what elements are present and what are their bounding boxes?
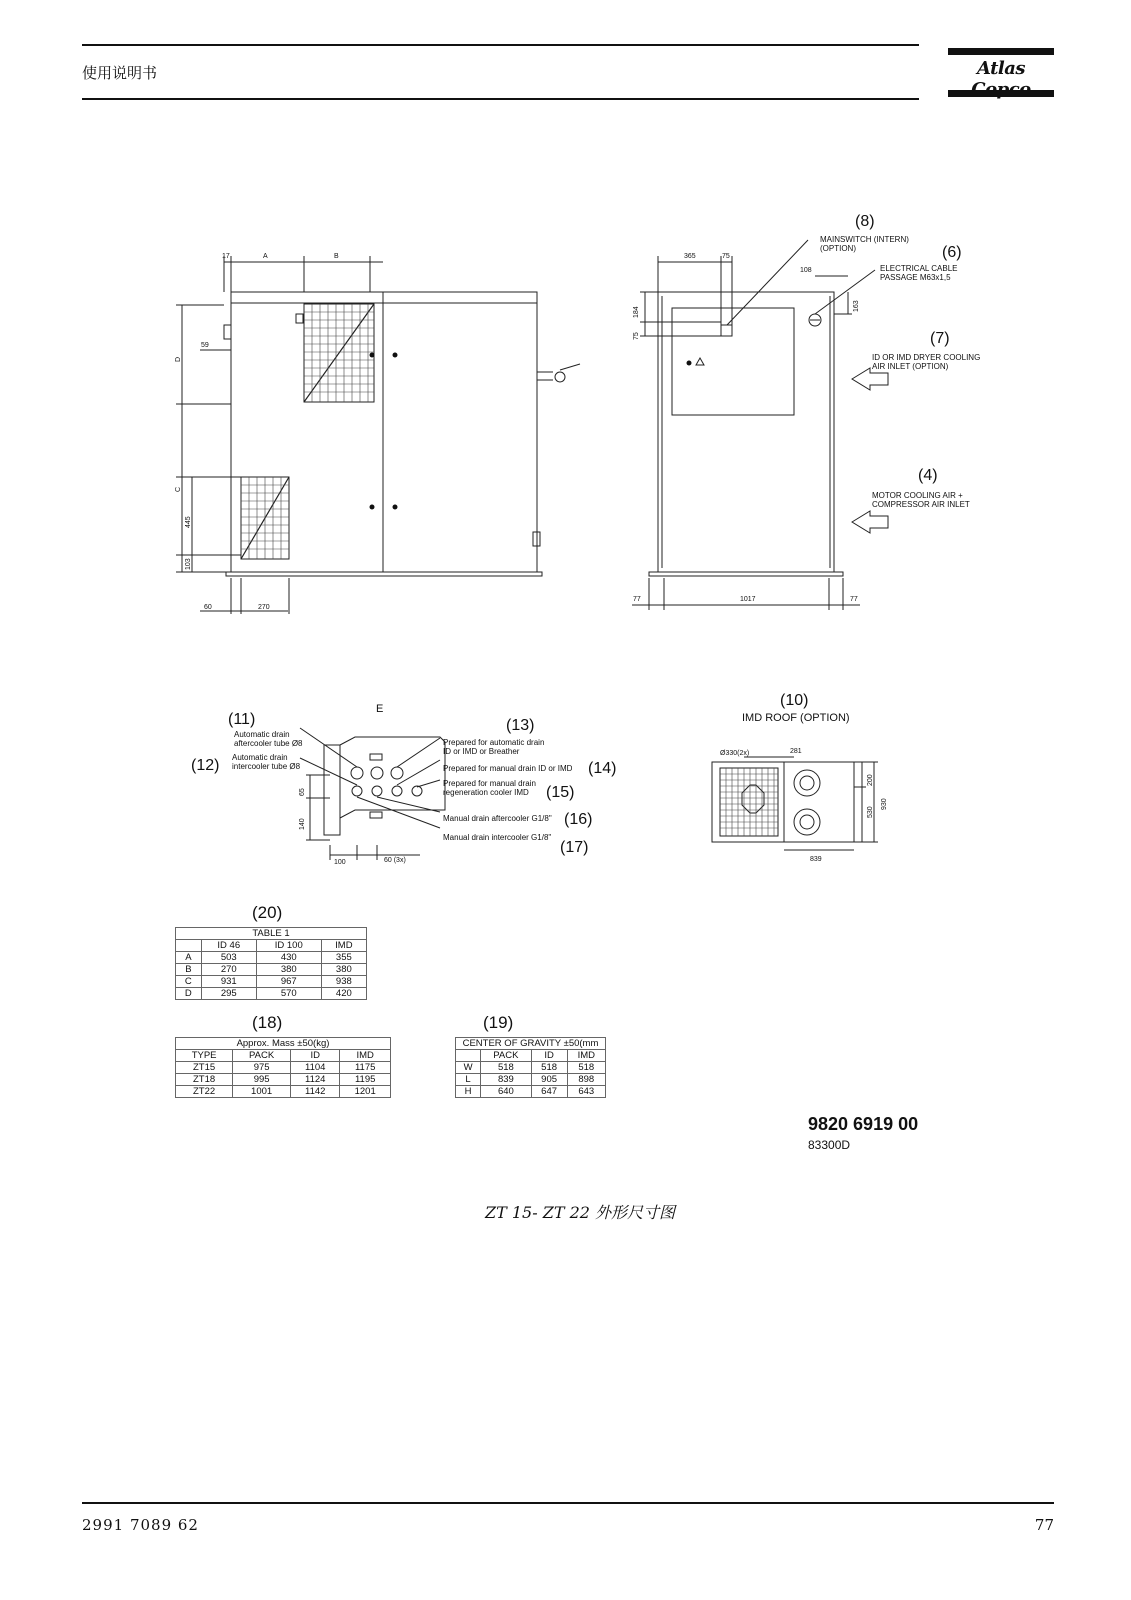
table-row [176, 964, 367, 976]
dim-530: 530 [867, 806, 874, 818]
dim-17: 17 [222, 253, 230, 260]
table-cell: ZT15 [176, 1062, 233, 1074]
table-cell: 380 [321, 964, 366, 976]
callout-15-num: (15) [546, 784, 575, 801]
table-cell: 1201 [340, 1086, 391, 1098]
dim-930: 930 [881, 798, 888, 810]
dim-75-left: 75 [633, 332, 640, 340]
table-cell: 570 [256, 988, 321, 1000]
callout-4-num: (4) [918, 467, 938, 484]
table-row [456, 1086, 606, 1098]
table-cell: 647 [531, 1086, 567, 1098]
dim-b: B [334, 253, 339, 260]
table-cell: 643 [567, 1086, 605, 1098]
table-cell: 898 [567, 1074, 605, 1086]
callout-11-num: (11) [228, 711, 256, 728]
callout-6-text2: PASSAGE M63x1,5 [880, 273, 951, 282]
gravity-table-header [456, 1050, 481, 1062]
mass-table-label: (18) [252, 1013, 283, 1032]
mass-table-header: TYPE [176, 1050, 233, 1062]
callout-8-text2: (OPTION) [820, 244, 856, 253]
table-cell: 295 [201, 988, 256, 1000]
table-cell: 1175 [340, 1062, 391, 1074]
callout-4-text2: COMPRESSOR AIR INLET [872, 500, 970, 509]
table-row [176, 952, 367, 964]
callout-12-text1: Automatic drain [232, 753, 288, 762]
dim-445: 445 [185, 516, 192, 528]
table-row [456, 1062, 606, 1074]
dim-200: 200 [867, 774, 874, 786]
table-cell: 967 [256, 976, 321, 988]
table-row [176, 1086, 391, 1098]
table-cell: L [456, 1074, 481, 1086]
table1 [175, 927, 367, 1000]
table-cell: 355 [321, 952, 366, 964]
dim-60x3: 60 (3x) [384, 857, 406, 864]
callout-4-text1: MOTOR COOLING AIR + [872, 491, 963, 500]
dim-77-right: 77 [850, 596, 858, 603]
dim-77-left: 77 [633, 596, 641, 603]
callout-12-text2: intercooler tube Ø8 [232, 762, 301, 771]
callout-6-num: (6) [942, 244, 962, 261]
header-title: 使用说明书 [82, 64, 158, 82]
table-cell: 270 [201, 964, 256, 976]
callout-17-num: (17) [560, 839, 589, 856]
dim-270: 270 [258, 604, 270, 611]
dim-184: 184 [633, 306, 640, 318]
dim-103: 103 [185, 558, 192, 570]
table-cell: H [456, 1086, 481, 1098]
table1-header: ID 46 [201, 940, 256, 952]
mass-table-title: Approx. Mass ±50(kg) [176, 1038, 391, 1050]
table-cell: 503 [201, 952, 256, 964]
table-cell: 380 [256, 964, 321, 976]
gravity-table-header: ID [531, 1050, 567, 1062]
table-cell: 518 [531, 1062, 567, 1074]
table-cell: B [176, 964, 202, 976]
table-row [456, 1074, 606, 1086]
table1-title: TABLE 1 [176, 928, 367, 940]
gravity-table-title: CENTER OF GRAVITY ±50(mm [456, 1038, 606, 1050]
dim-163: 163 [853, 300, 860, 312]
footer-page-number: 77 [1034, 1516, 1054, 1534]
arrow-7 [852, 368, 888, 390]
dim-839: 839 [810, 856, 822, 863]
callout-17-text: Manual drain intercooler G1/8" [443, 833, 552, 842]
dim-108: 108 [800, 267, 812, 274]
table-cell: ZT22 [176, 1086, 233, 1098]
roof-num: (10) [780, 692, 809, 709]
side-view-right-panel [383, 292, 537, 572]
arrow-4 [852, 511, 888, 533]
dim-75-top: 75 [722, 253, 730, 260]
dim-a: A [263, 253, 268, 260]
table-cell: 1001 [233, 1086, 291, 1098]
table-row [176, 1074, 391, 1086]
dim-60: 60 [204, 604, 212, 611]
table-cell: 1195 [340, 1074, 391, 1086]
callout-11-text2: aftercooler tube Ø8 [234, 739, 303, 748]
document-sub-number: 83300D [808, 1138, 851, 1152]
table-cell: A [176, 952, 202, 964]
table1-header: ID 100 [256, 940, 321, 952]
callout-15-text1: Prepared for manual drain [443, 779, 536, 788]
table-cell: 1142 [291, 1086, 340, 1098]
table-cell: 931 [201, 976, 256, 988]
callout-13-text1: Prepared for automatic drain [443, 738, 545, 747]
mass-table-header: PACK [233, 1050, 291, 1062]
dim-365: 365 [684, 253, 696, 260]
dim-d: D [175, 356, 182, 362]
detail-e-title: E [376, 703, 384, 715]
footer-doc-code: 2991 7089 62 [82, 1516, 199, 1534]
callout-7-text2: AIR INLET (OPTION) [872, 362, 949, 371]
table-cell: 640 [481, 1086, 532, 1098]
table-cell: 938 [321, 976, 366, 988]
gravity-table-header: IMD [567, 1050, 605, 1062]
table-row [176, 976, 367, 988]
footer-rule [82, 1502, 1054, 1504]
table1-label: (20) [252, 903, 283, 922]
table-cell: 905 [531, 1074, 567, 1086]
table-cell: 839 [481, 1074, 532, 1086]
callout-7-text1: ID OR IMD DRYER COOLING [872, 353, 981, 362]
table-row [176, 988, 367, 1000]
table-cell: 518 [481, 1062, 532, 1074]
gravity-table [455, 1037, 606, 1098]
dim-65: 65 [299, 788, 306, 796]
figure-caption: ZT 15- ZT 22 外形尺寸图 [484, 1203, 676, 1222]
table-cell: 420 [321, 988, 366, 1000]
dim-100: 100 [334, 859, 346, 866]
callout-8-text1: MAINSWITCH (INTERN) [820, 235, 909, 244]
mass-table-header: ID [291, 1050, 340, 1062]
dim-1017: 1017 [740, 596, 756, 603]
dim-c: C [175, 486, 182, 492]
table-cell: C [176, 976, 202, 988]
dim-281: 281 [790, 748, 802, 755]
detail-e-post [324, 745, 340, 835]
table1-header [176, 940, 202, 952]
dim-330: Ø330(2x) [720, 750, 750, 757]
mass-table-header: IMD [340, 1050, 391, 1062]
callout-6-text1: ELECTRICAL CABLE [880, 264, 958, 273]
roof-title: IMD ROOF (OPTION) [742, 712, 850, 724]
table-cell: W [456, 1062, 481, 1074]
table-cell: 975 [233, 1062, 291, 1074]
gravity-table-label: (19) [483, 1013, 514, 1032]
callout-13-num: (13) [506, 717, 535, 734]
mass-table [175, 1037, 391, 1098]
gravity-table-header: PACK [481, 1050, 532, 1062]
table-cell: 1124 [291, 1074, 340, 1086]
table-cell: 1104 [291, 1062, 340, 1074]
table1-header: IMD [321, 940, 366, 952]
table-cell: 518 [567, 1062, 605, 1074]
table-cell: 430 [256, 952, 321, 964]
front-view-body [658, 292, 834, 572]
callout-16-num: (16) [564, 811, 593, 828]
table-cell: D [176, 988, 202, 1000]
table-cell: ZT18 [176, 1074, 233, 1086]
callout-14-text: Prepared for manual drain ID or IMD [443, 764, 573, 773]
callout-12-num: (12) [191, 757, 220, 774]
logo-text: Atlas [976, 58, 1026, 79]
callout-11-text1: Automatic drain [234, 730, 290, 739]
callout-16-text: Manual drain aftercooler G1/8" [443, 814, 552, 823]
callout-14-num: (14) [588, 760, 617, 777]
callout-15-text2: regeneration cooler IMD [443, 788, 529, 797]
table-row [176, 1062, 391, 1074]
callout-8-num: (8) [855, 213, 875, 230]
document-number: 9820 6919 00 [808, 1114, 919, 1134]
dim-59: 59 [201, 342, 209, 349]
callout-13-text2: ID or IMD or Breather [443, 747, 520, 756]
dim-140: 140 [299, 818, 306, 830]
table-cell: 995 [233, 1074, 291, 1086]
callout-7-num: (7) [930, 330, 950, 347]
